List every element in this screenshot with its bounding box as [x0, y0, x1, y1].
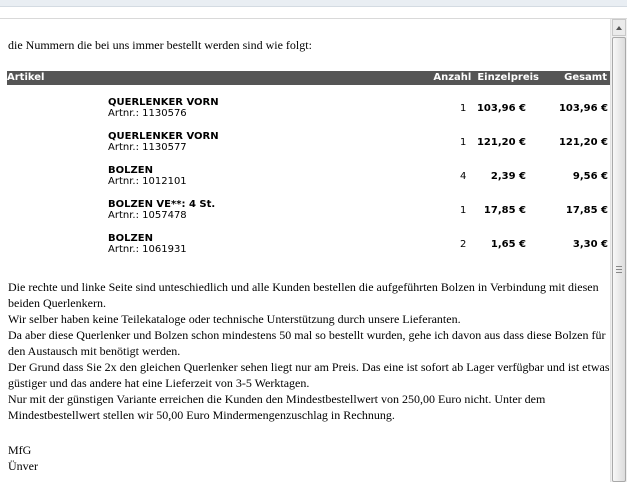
item-artnr: Artnr.: 1012101	[108, 176, 187, 187]
item-total: 9,56 €	[572, 171, 608, 182]
item-name: QUERLENKER VORN	[108, 131, 219, 142]
item-name: BOLZEN	[108, 233, 153, 244]
item-price: 1,65 €	[490, 239, 526, 250]
body-paragraph: Die rechte und linke Seite sind unteschiedlich und alle Kunden bestellen die aufgeführten Bolzen in Verbindung mit diesen beiden Querlenkern.	[8, 280, 599, 310]
scrollbar-thumb[interactable]	[612, 37, 626, 482]
item-qty: 1	[459, 205, 467, 216]
item-cell	[7, 123, 428, 157]
signature	[8, 442, 38, 474]
table-row	[7, 191, 610, 225]
item-price: 103,96 €	[476, 103, 526, 114]
table-row	[7, 85, 610, 123]
item-artnr: Artnr.: 1057478	[108, 210, 187, 221]
message-frame	[0, 18, 627, 482]
grip-icon	[616, 266, 622, 273]
item-name: BOLZEN VE**: 4 St.	[108, 199, 216, 210]
table-row	[7, 157, 610, 191]
item-total: 121,20 €	[558, 137, 608, 148]
item-artnr: Artnr.: 1130577	[108, 142, 187, 153]
item-price: 17,85 €	[483, 205, 526, 216]
body-paragraph: Wir selber haben keine Teilekataloge oder technische Unterstützung durch unsere Lieferanten.	[8, 312, 461, 326]
table-header-row	[7, 71, 610, 85]
body-paragraph: Der Grund dass Sie 2x den gleichen Querlenker sehen liegt nur am Preis. Das eine ist sofort ab Lager verfügbar und ist etwas güstiger und das andere hat eine Lieferzeit von 3-5 Werktagen.	[8, 360, 610, 390]
item-qty: 1	[459, 137, 467, 148]
message-content	[0, 19, 610, 482]
table-row	[7, 123, 610, 157]
item-price: 121,20 €	[476, 137, 526, 148]
item-total: 3,30 €	[572, 239, 608, 250]
header-artikel: Artikel	[7, 71, 428, 85]
message-body	[8, 279, 610, 423]
header-anzahl: Anzahl	[428, 71, 474, 85]
vertical-scrollbar[interactable]	[610, 19, 627, 482]
signature-name: Ünver	[8, 459, 38, 473]
arrow-up-icon	[616, 26, 622, 30]
item-cell	[7, 85, 428, 123]
table-row	[7, 225, 610, 259]
scroll-up-button[interactable]	[612, 19, 626, 36]
item-price: 2,39 €	[490, 171, 526, 182]
item-name: QUERLENKER VORN	[108, 97, 219, 108]
body-paragraph: Da aber diese Querlenker und Bolzen schon mindestens 50 mal so bestellt wurden, gehe ich davon aus dass diese Bolzen für den Austausch mit benötigt werden.	[8, 328, 606, 358]
header-gesamt: Gesamt	[542, 71, 610, 85]
item-name: BOLZEN	[108, 165, 153, 176]
window-top-bar	[0, 0, 627, 7]
item-artnr: Artnr.: 1061931	[108, 244, 187, 255]
item-qty: 2	[459, 239, 467, 250]
signature-greeting: MfG	[8, 443, 32, 457]
item-cell	[7, 191, 428, 225]
item-qty: 4	[459, 171, 467, 182]
order-table	[7, 71, 610, 259]
item-cell	[7, 225, 428, 259]
item-qty: 1	[459, 103, 467, 114]
item-artnr: Artnr.: 1130576	[108, 108, 187, 119]
item-total: 17,85 €	[565, 205, 608, 216]
intro-text: die Nummern die bei uns immer bestellt werden sind wie folgt:	[8, 38, 312, 52]
item-total: 103,96 €	[558, 103, 608, 114]
header-einzelpreis: Einzelpreis	[474, 71, 542, 85]
body-paragraph: Nur mit der günstigen Variante erreichen die Kunden den Mindestbestellwert von 250,00 Euro nicht. Unter dem Mindestbestellwert stellen wir 50,00 Euro Mindermengenzuschlag in Rechnung.	[8, 392, 546, 422]
item-cell	[7, 157, 428, 191]
